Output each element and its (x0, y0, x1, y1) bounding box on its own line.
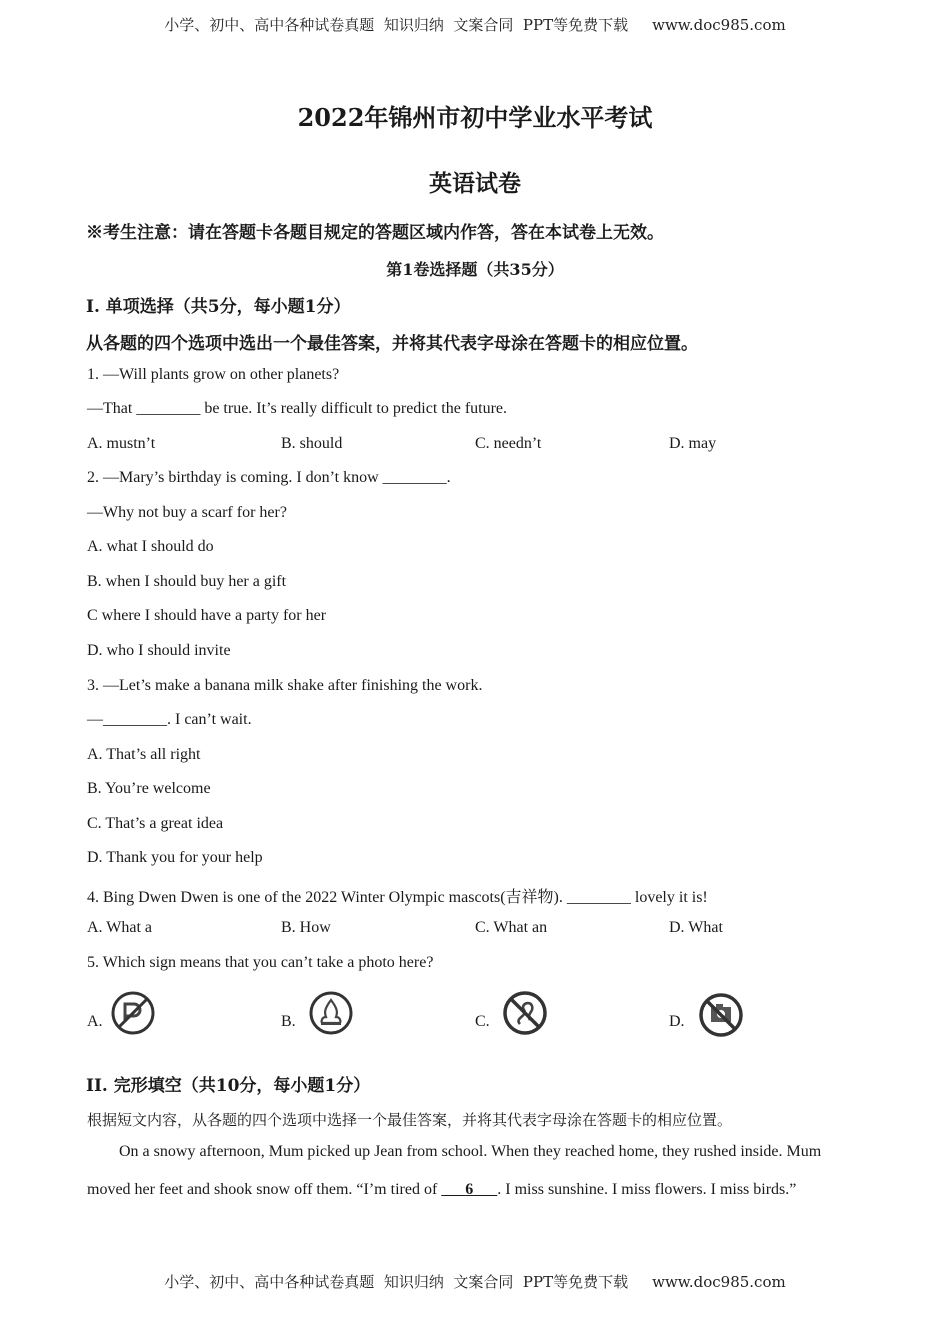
q1-option-c: C. needn’t (475, 435, 542, 452)
header-site[interactable]: www.doc985.com (652, 16, 786, 34)
section2-heading: II. 完形填空（共10分，每小题1分） (86, 1076, 371, 1096)
q3-option-d: D. Thank you for your help (87, 849, 263, 866)
section1-heading: I. 单项选择（共5分，每小题1分） (86, 297, 351, 317)
q5-line1: 5. Which sign means that you can’t take a photo here? (87, 954, 434, 971)
q4-option-a: A. What a (87, 919, 153, 936)
section1-instruction: 从各题的四个选项中选出一个最佳答案，并将其代表字母涂在答题卡的相应位置。 (86, 334, 698, 354)
q3-option-a: A. That’s all right (87, 746, 201, 763)
blank-6-number: 6 (465, 1181, 474, 1198)
passage-line-2-end: . I miss sunshine. I miss flowers. I miss birds.” (497, 1181, 797, 1198)
q2-line1: 2. —Mary’s birthday is coming. I don’t know ________. (87, 469, 451, 486)
fire-sign-icon (308, 990, 354, 1036)
header-text: 小学、初中、高中各种试卷真题 知识归纳 文案合同 PPT等免费下载 (164, 16, 629, 34)
q1-option-b: B. should (281, 435, 343, 452)
blank-6 (441, 1181, 497, 1198)
q5-option-d: D. (669, 1013, 685, 1030)
q2-option-a: A. what I should do (87, 538, 214, 555)
passage-line-1: On a snowy afternoon, Mum picked up Jean from school. When they reached home, they rushed inside. Mum (119, 1143, 822, 1160)
passage-line-2-start: moved her feet and shook snow off them. “I’m tired of (87, 1181, 442, 1198)
q5-option-a: A. (87, 1013, 103, 1030)
q1-line1: 1. —Will plants grow on other planets? (87, 366, 340, 383)
q5-option-c: C. (475, 1013, 490, 1030)
q4-option-c: C. What an (475, 919, 548, 936)
exam-title: 2022年锦州市初中学业水平考试 (297, 103, 653, 132)
passage-line-2 (87, 1181, 796, 1199)
q3-option-b: B. You’re welcome (87, 780, 211, 797)
volume-heading: 第1卷选择题（共35分） (386, 260, 564, 279)
q3-line1: 3. —Let’s make a banana milk shake after finishing the work. (87, 677, 483, 694)
page-header (0, 14, 950, 35)
q2-option-b: B. when I should buy her a gift (87, 573, 287, 590)
q1-option-d: D. may (669, 435, 717, 452)
q1-line2: —That ________ be true. It’s really difficult to predict the future. (87, 400, 508, 417)
q4-option-d: D. What (669, 919, 723, 936)
no-camera-sign-icon (698, 992, 744, 1038)
no-snake-sign-icon (502, 990, 548, 1036)
no-parking-sign-icon (110, 990, 156, 1036)
exam-subtitle: 英语试卷 (429, 170, 521, 197)
notice: ※考生注意：请在答题卡各题目规定的答题区域内作答，答在本试卷上无效。 (86, 223, 664, 243)
q3-option-c: C. That’s a great idea (87, 815, 224, 832)
q1-option-a: A. mustn’t (87, 435, 156, 452)
q5-option-b: B. (281, 1013, 296, 1030)
footer-site[interactable]: www.doc985.com (652, 1273, 786, 1291)
q2-line2: —Why not buy a scarf for her? (87, 504, 287, 521)
page-footer (0, 1271, 950, 1292)
q4-option-b: B. How (281, 919, 331, 936)
footer-text: 小学、初中、高中各种试卷真题 知识归纳 文案合同 PPT等免费下载 (164, 1273, 629, 1291)
section2-instruction: 根据短文内容，从各题的四个选项中选择一个最佳答案，并将其代表字母涂在答题卡的相应位置。 (87, 1111, 733, 1129)
q2-option-c: C where I should have a party for her (87, 607, 327, 624)
q3-line2: —________. I can’t wait. (87, 711, 252, 728)
q4-line1: 4. Bing Dwen Dwen is one of the 2022 Winter Olympic mascots(吉祥物). ________ lovely it is! (87, 889, 708, 906)
q2-option-d: D. who I should invite (87, 642, 231, 659)
